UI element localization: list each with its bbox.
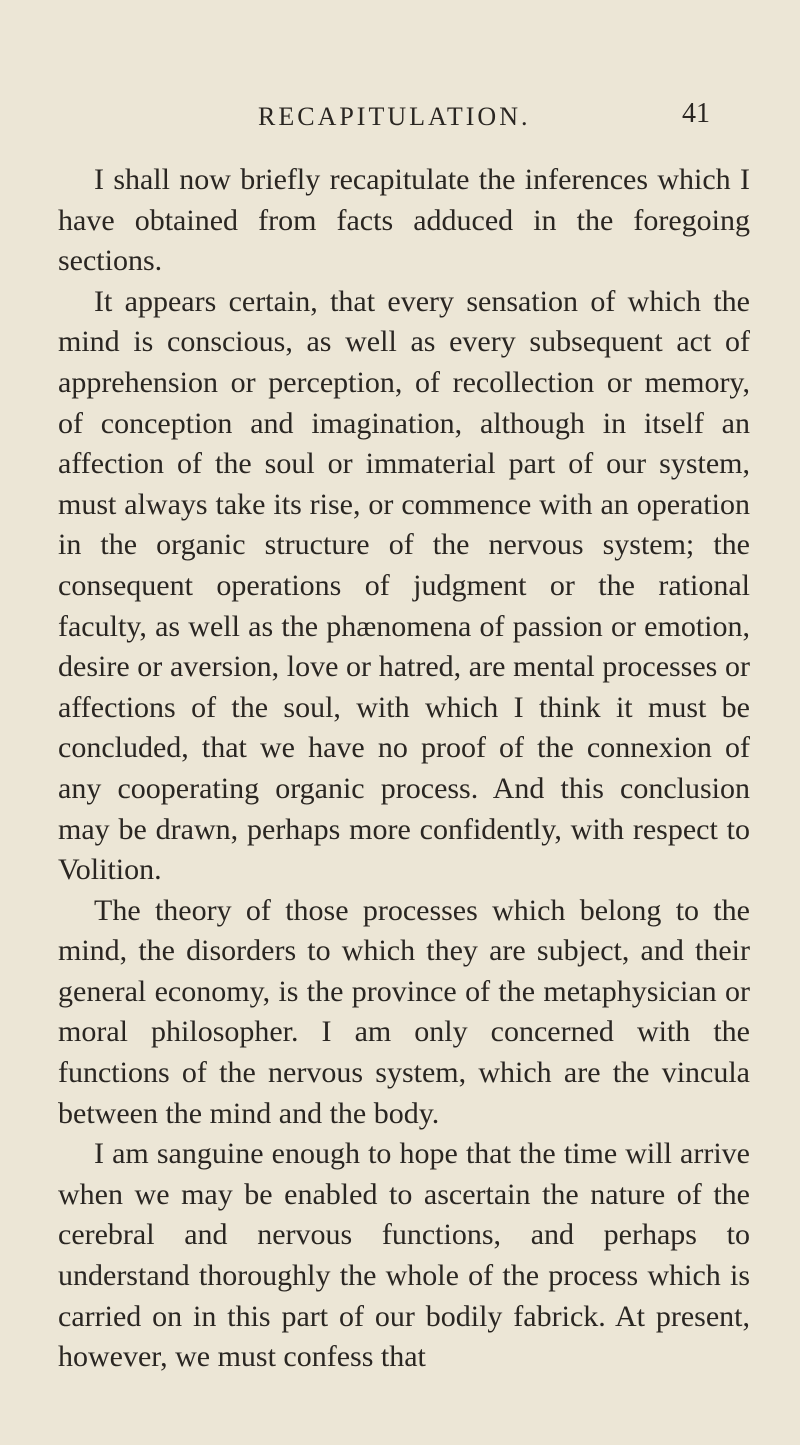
paragraph-theory: The theory of those processes which belong to the mind, the disorders to which they are subject, and their general economy, is the province of the metaphysician or moral philosopher. I am only concerned with the functions of the nervous system, which are the vincula between the mind and the body. [58,893,750,1130]
body-text [58,160,750,1378]
paragraph-sensation: It appears certain, that every sensation of which the mind is conscious, as well as every subsequent act of apprehension or perception, of recollection or memory, of conception and imagination, although in itself an affection of the soul or immaterial part of our system, must always take its rise, or commence with an operation in the organic structure of the nervous system; the consequent operations of judgment or the rational faculty, as well as the phænomena of passion or emotion, desire or aversion, love or hatred, are mental processes or affections of the soul, with which I think it must be concluded, that we have no proof of the connexion of any cooperating organic process. And this conclusion may be drawn, perhaps more confidently, with respect to Volition. [58,284,750,887]
paragraph-intro: I shall now briefly recapitulate the inferences which I have obtained from facts adduced in the foregoing sections. [58,163,750,278]
running-title: RECAPITULATION. [258,102,531,131]
page-number: 41 [682,98,710,129]
paragraph-hope: I am sanguine enough to hope that the time will arrive when we may be enabled to ascertain the nature of the cerebral and nervous functions, and perhaps to understand thoroughly the whole of the process which is carried on in this part of our bodily fabrick. At present, however, we must confess that [58,1137,750,1374]
running-head [58,84,770,131]
